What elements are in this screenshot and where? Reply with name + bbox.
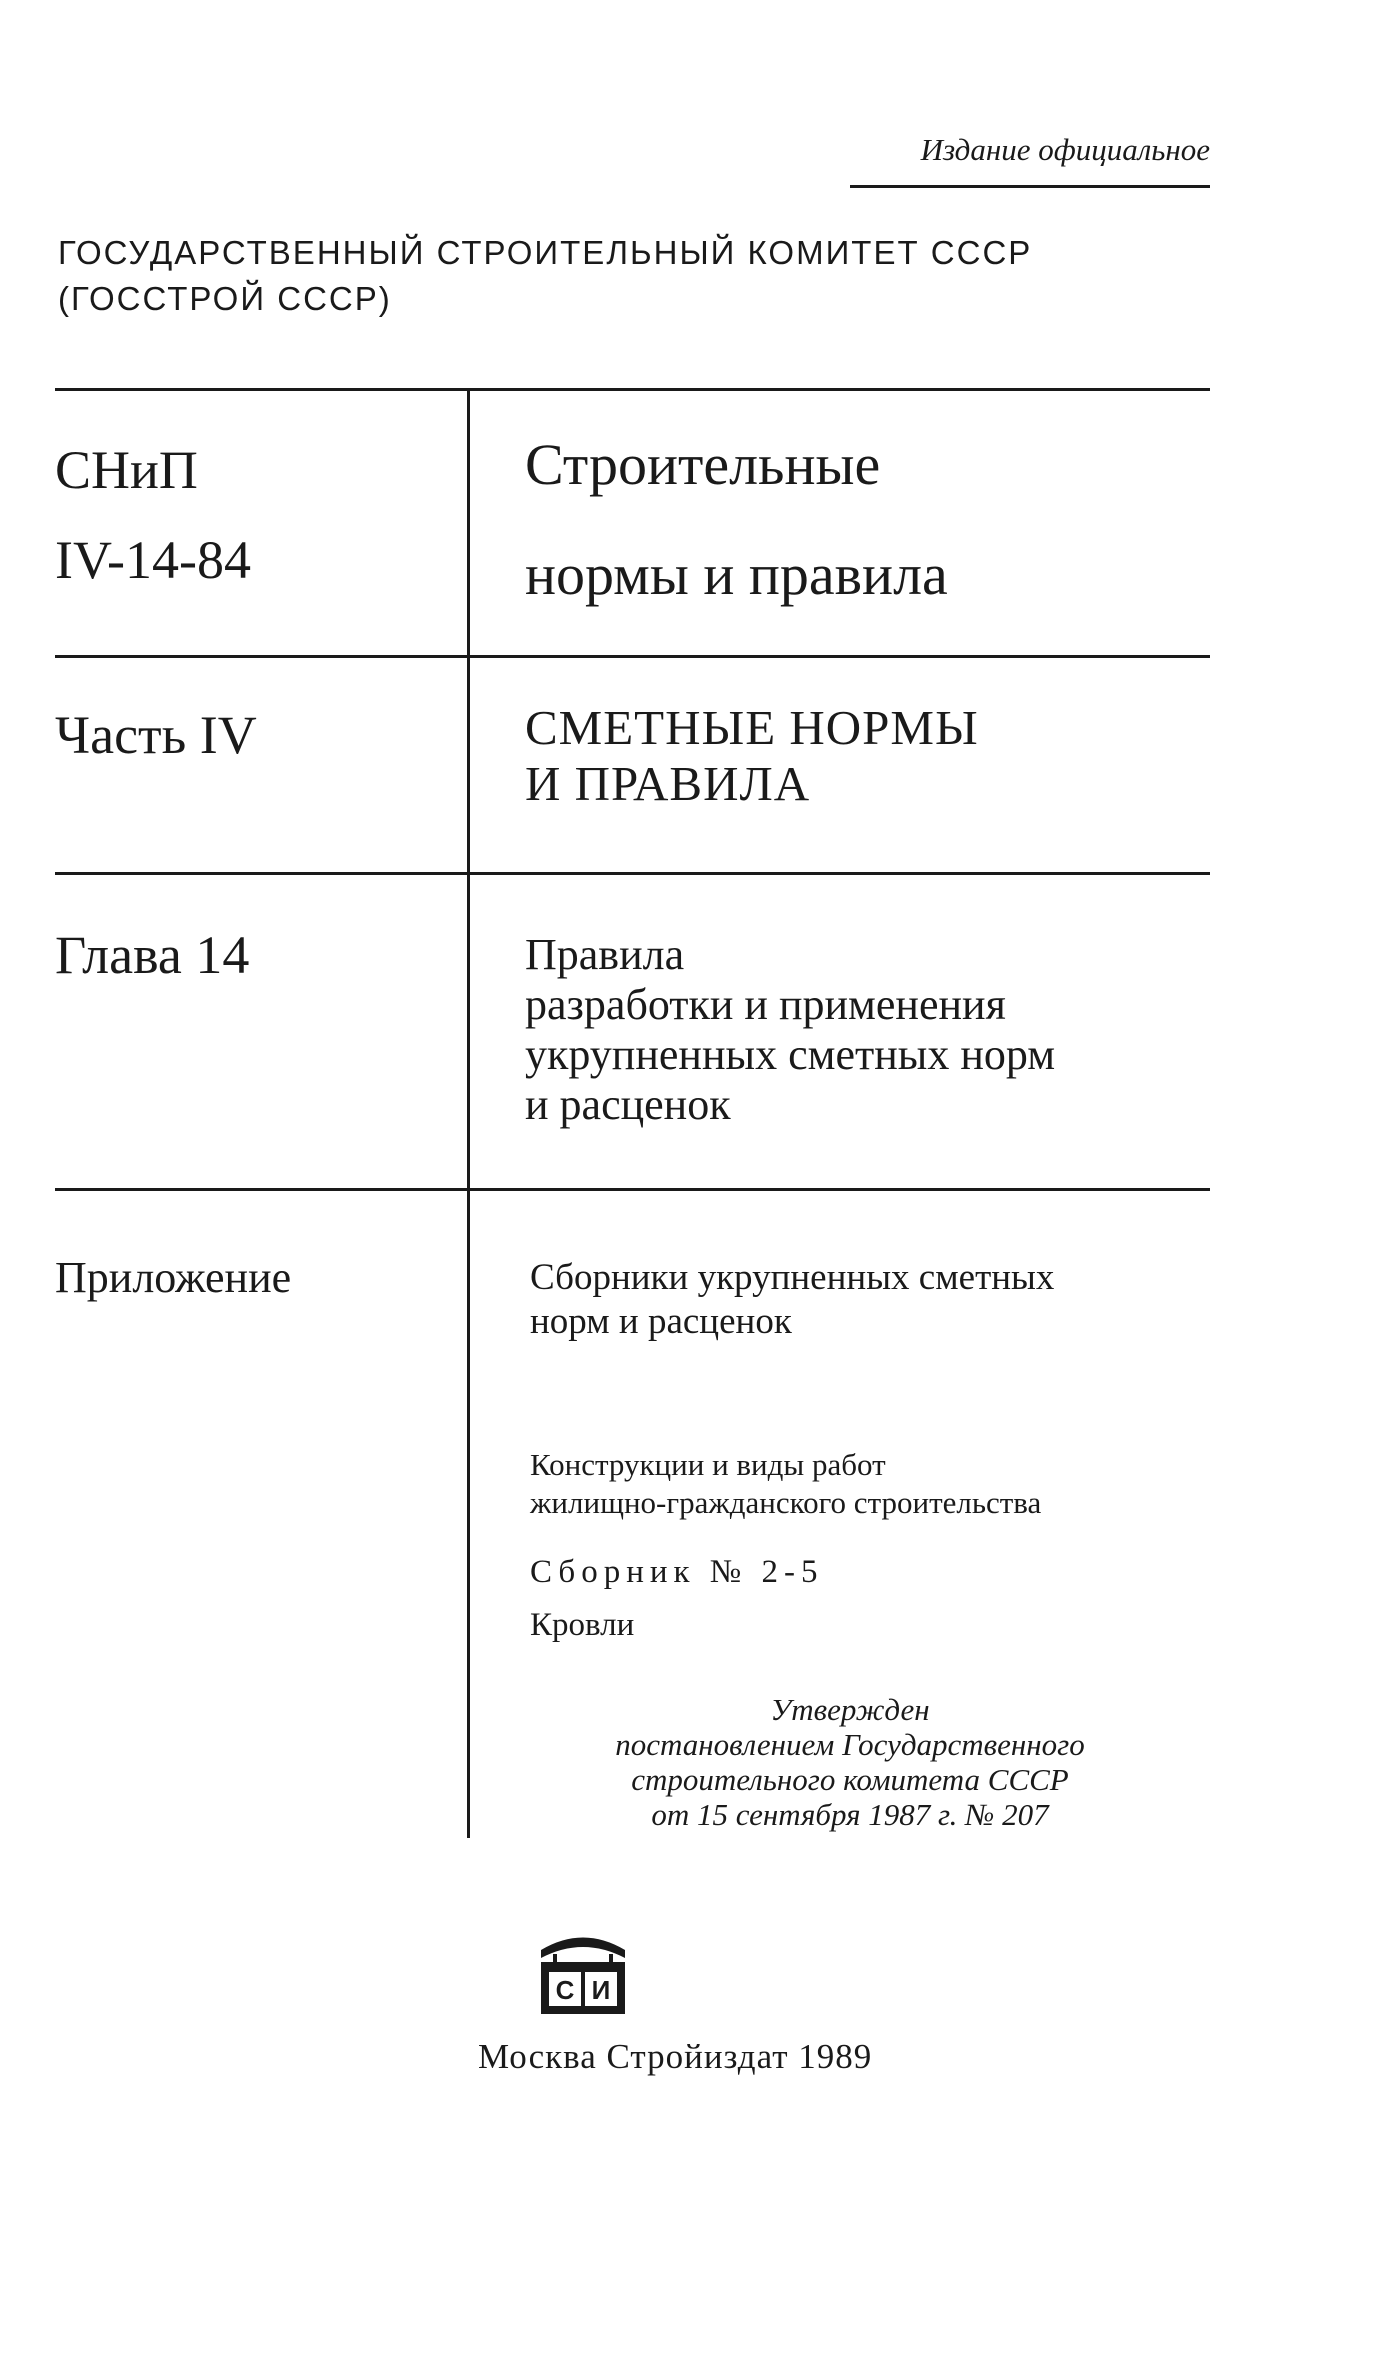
edition-note: Издание официальное: [920, 132, 1210, 167]
snip-title-line-2: нормы и правила: [525, 542, 948, 607]
publisher-logo-icon: [533, 1920, 633, 2020]
snip-title: [525, 410, 948, 630]
snip-code-line-1: СНиП: [55, 440, 198, 500]
divider-top: [55, 388, 1210, 391]
column-divider: [467, 390, 470, 1838]
snip-title-line-1: Строительные: [525, 432, 881, 497]
snip-code-line-2: IV-14-84: [55, 530, 251, 590]
approval-note: [530, 1692, 1170, 1832]
divider-appendix: [55, 1188, 1210, 1191]
chapter-title-line: разработки и применения: [525, 980, 1006, 1029]
approval-line: постановлением Государственного: [615, 1727, 1085, 1762]
construction-line: Конструкции и виды работ: [530, 1447, 886, 1482]
section-name: Кровли: [530, 1607, 635, 1643]
chapter-title: [525, 930, 1205, 1130]
construction-types: [530, 1446, 1220, 1522]
part-title: [525, 700, 979, 812]
snip-code: [55, 425, 251, 605]
collections-title: [530, 1256, 1210, 1344]
collections-line: Сборники укрупненных сметных: [530, 1257, 1055, 1298]
approval-line: строительного комитета СССР: [631, 1762, 1069, 1797]
chapter-title-line: укрупненных сметных норм: [525, 1030, 1056, 1079]
appendix-label: Приложение: [55, 1253, 292, 1302]
chapter-title-line: Правила: [525, 930, 685, 979]
approval-line: от 15 сентября 1987 г. № 207: [651, 1797, 1049, 1832]
part-title-line-1: СМЕТНЫЕ НОРМЫ: [525, 700, 979, 755]
construction-line: жилищно-гражданского строительства: [530, 1485, 1042, 1520]
approval-line: Утвержден: [770, 1692, 930, 1727]
part-label: Часть IV: [55, 705, 257, 765]
committee-line-2: (ГОССТРОЙ СССР): [58, 280, 392, 317]
publisher-imprint: Москва Стройиздат 1989: [478, 2037, 873, 2076]
part-title-line-2: И ПРАВИЛА: [525, 756, 811, 811]
logo-letter-i: И: [591, 1975, 611, 2005]
divider-part: [55, 655, 1210, 658]
chapter-label: Глава 14: [55, 925, 250, 985]
collection-number: Сборник № 2-5: [530, 1554, 824, 1590]
committee-line-1: ГОСУДАРСТВЕННЫЙ СТРОИТЕЛЬНЫЙ КОМИТЕТ СССР: [58, 234, 1033, 271]
chapter-title-line: и расценок: [525, 1080, 731, 1129]
collections-line: норм и расценок: [530, 1301, 792, 1342]
divider-chapter: [55, 872, 1210, 875]
edition-underline: [850, 185, 1210, 188]
committee-header: [58, 230, 1208, 322]
logo-letter-s: С: [555, 1975, 575, 2005]
